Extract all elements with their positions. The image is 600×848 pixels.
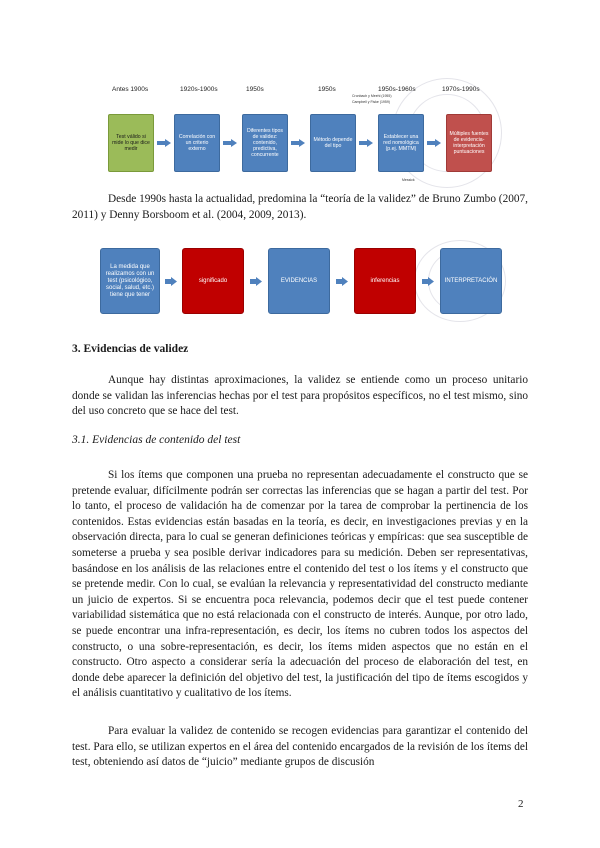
paragraph: Para evaluar la validez de contenido se recogen evidencias para garantizar el contenido del test. Para ello, se utilizan expertos en el área del contenido encargados de la revisión de los ítems del test, obteniendo así datos de “juicio” mediante grupos de discusión (72, 725, 528, 769)
figure-note: Campbell y Fiske (1959) (352, 100, 390, 104)
figure-note: Cronbach y Meehl (1955) (352, 94, 392, 98)
page-number: 2 (518, 798, 524, 810)
timeline-box: Diferentes tipos de validez: contenido, predictiva, concurrente (242, 114, 288, 172)
era-label: 1950s (246, 86, 264, 93)
flow-box: significado (182, 248, 244, 314)
timeline-box: Establecer una red nomológica (p.ej. MMTM) (378, 114, 424, 172)
figure-note: Messick (402, 178, 415, 182)
flow-box: INTERPRETACIÓN (440, 248, 502, 314)
validity-flow-figure (96, 240, 506, 320)
era-label: 1950s-1960s (378, 86, 416, 93)
arrow-right-icon (336, 277, 348, 286)
paragraph: Desde 1990s hasta la actualidad, predomina la “teoría de la validez” de Bruno Zumbo (2007, 2011) y Denny Borsboom et al. (2004, 2009, 2013). (72, 193, 528, 221)
arrow-right-icon (359, 139, 373, 147)
paragraph: Si los ítems que componen una prueba no representan adecuadamente el constructo que se pretende evaluar, difícilmente podrán ser correctas las inferencias que se hagan a partir del test. Por lo tanto, el proceso de validación ha de comenzar por la tarea de comprobar la pertinencia de los contenidos. Estas evidencias están basadas en la teoría, es decir, en investigaciones previas y en la observación directa, para lo cual se generan definiciones teóricas y empíricas: que sea susceptible de someterse a prueba y sea posible derivar indicadores para su medición. Deben ser representativas, basándose en los análisis de las relaciones entre el contenido del test o los ítems y el constructo que se pretende medir. Con lo cual, se evalúan la relevancia y representatividad del constructo mediante un juicio de expertos. Si se encuentra poca relevancia, podemos decir que el test puede contener variabilidad sistemática que no está relacionada con el constructo de interés. Aunque, por otro lado, se puede encontrar una infra-representación, es decir, los ítems no cubren todos los aspectos del constructo, o una sobre-representación, es decir, los ítems miden aspectos que no están en el constructo. Otro aspecto a considerar sería la adecuación del proceso de elaboración del test, en donde debe aparecer la definición del objetivo del test, la justificación del tipo de ítems escogidos y el análisis cuantitativo y cualitativo de los ítems. (72, 469, 528, 700)
arrow-right-icon (165, 277, 177, 286)
era-label: 1920s-1900s (180, 86, 218, 93)
flow-box: inferencias (354, 248, 416, 314)
era-label: 1970s-1990s (442, 86, 480, 93)
timeline-box: Test válido si mide lo que dice medir (108, 114, 154, 172)
flow-box: La medida que realizamos con un test (psicológico, social, salud, etc.) tiene que tener (100, 248, 160, 314)
paragraph: Aunque hay distintas aproximaciones, la validez se entiende como un proceso unitario donde se validan las inferencias hechas por el test para propósitos específicos, no el test mismo, sino del uso concreto que se hace del test. (72, 374, 528, 418)
section-heading: 3. Evidencias de validez (72, 343, 189, 355)
validity-timeline-figure (96, 72, 502, 190)
arrow-right-icon (422, 277, 434, 286)
arrow-right-icon (157, 139, 171, 147)
subsection-heading: 3.1. Evidencias de contenido del test (72, 434, 241, 446)
era-label: Antes 1900s (112, 86, 149, 93)
flow-box: EVIDENCIAS (268, 248, 330, 314)
era-label: 1950s (318, 86, 336, 93)
arrow-right-icon (291, 139, 305, 147)
timeline-box: Correlación con un criterio externo (174, 114, 220, 172)
arrow-right-icon (427, 139, 441, 147)
arrow-right-icon (223, 139, 237, 147)
timeline-box: Múltiples fuentes de evidencia-interpretación puntuaciones (446, 114, 492, 172)
arrow-right-icon (250, 277, 262, 286)
timeline-box: Método depende del tipo (310, 114, 356, 172)
